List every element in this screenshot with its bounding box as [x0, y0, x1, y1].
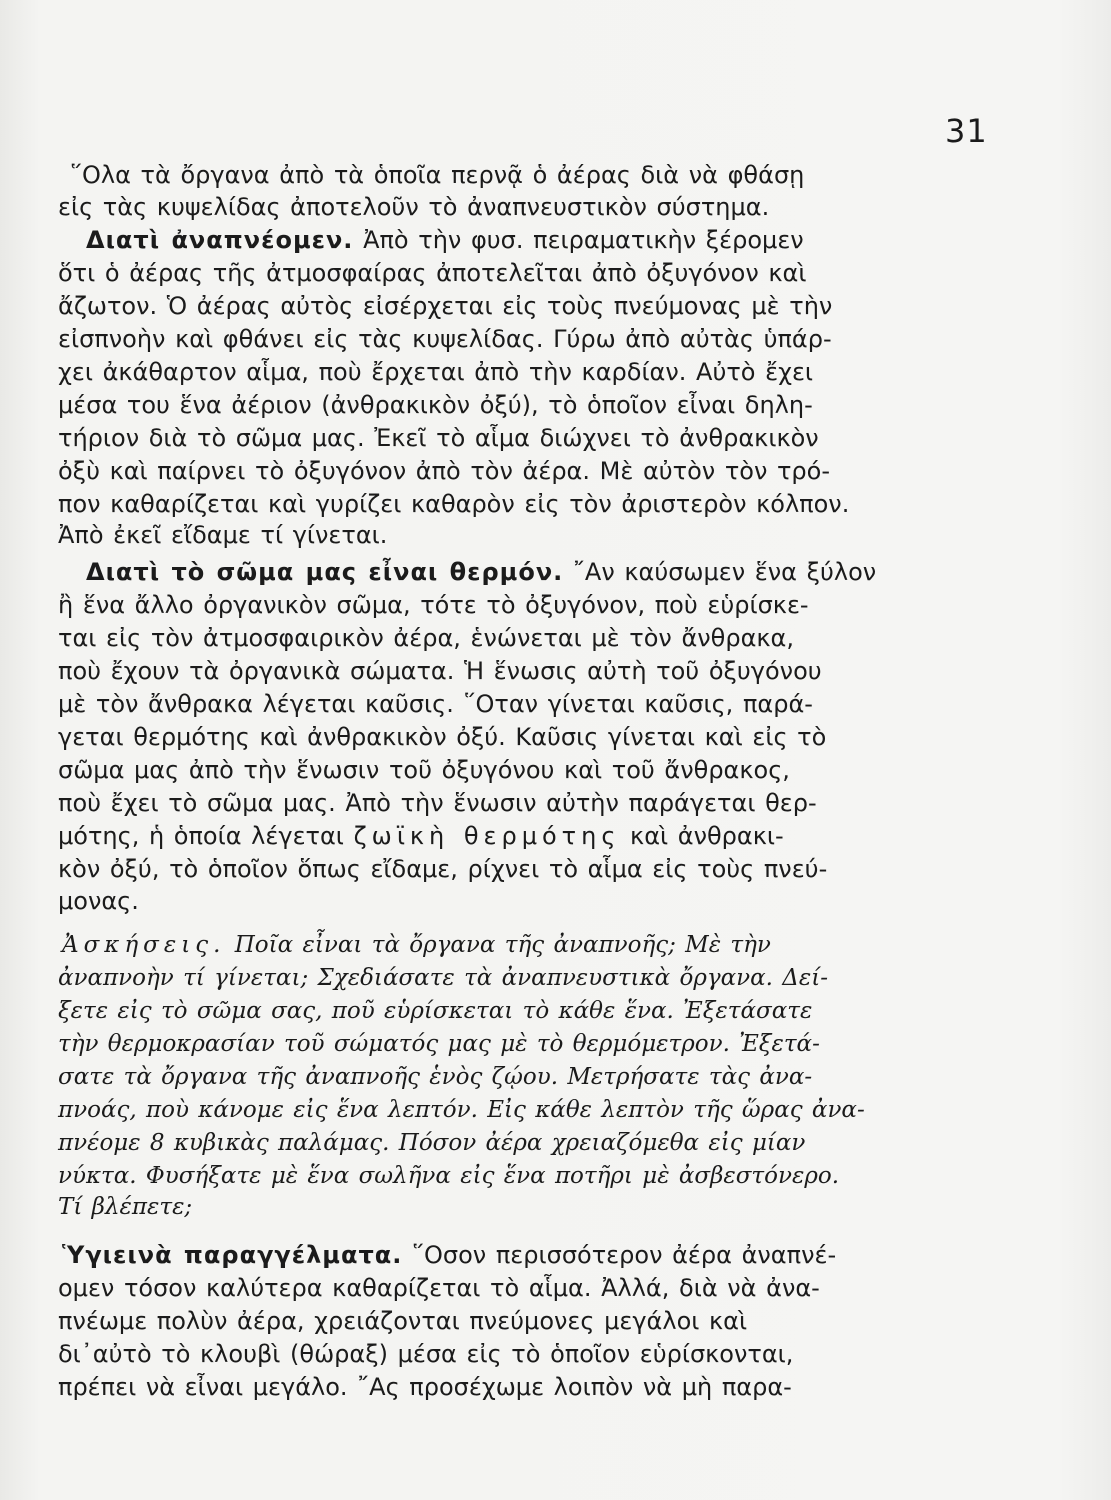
- text-line-content: Ἀπὸ τὴν φυσ. πειραματικὴν ξέρομεν: [353, 226, 804, 254]
- text-line: ἢ ἕνα ἄλλο ὀργανικὸν σῶμα, τότε τὸ ὀξυγόνον, ποὺ εὑρίσκε-: [58, 591, 809, 619]
- text-line: [86, 557, 1086, 587]
- exercise-text: Ποῖα εἶναι τὰ ὄργανα τῆς ἀναπνοῆς; Μὲ τὴν: [225, 932, 771, 958]
- text-line: κὸν ὀξύ, τὸ ὁποῖον ὅπως εἴδαμε, ρίχνει τὸ αἷμα εἰς τοὺς πνεύ-: [58, 855, 828, 883]
- text-line: [86, 225, 1086, 255]
- text-line-content: καὶ ἀνθρακι-: [620, 822, 784, 850]
- text-line: ομεν τόσον καλύτερα καθαρίζεται τὸ αἷμα. Ἀλλά, διὰ νὰ ἀνα-: [58, 1274, 820, 1302]
- text-line: Ἀπὸ ἐκεῖ εἴδαμε τί γίνεται.: [58, 521, 388, 549]
- exercise-line: πνέομε 8 κυβικὰς παλάμας. Πόσον ἀέρα χρειαζόμεθα εἰς μίαν: [58, 1130, 806, 1156]
- exercise-line: Τί βλέπετε;: [58, 1194, 193, 1220]
- text-line: ὅτι ὁ ἀέρας τῆς ἀτμοσφαίρας ἀποτελεῖται ἀπὸ ὀξυγόνον καὶ: [58, 259, 807, 287]
- text-line: μὲ τὸν ἄνθρακα λέγεται καῦσις. ῞Οταν γίνεται καῦσις, παρά-: [58, 690, 813, 718]
- exercise-line: σατε τὰ ὄργανα τῆς ἀναπνοῆς ἑνὸς ζῴου. Μετρήσατε τὰς ἀνα-: [58, 1064, 813, 1090]
- text-line: εἰς τὰς κυψελίδας ἀποτελοῦν τὸ ἀναπνευστικὸν σύστημα.: [58, 193, 770, 221]
- section-heading: Διατὶ τὸ σῶμα μας εἶναι θερμόν.: [86, 558, 564, 586]
- text-line: μέσα του ἕνα ἀέριον (ἀνθρακικὸν ὀξύ), τὸ ὁποῖον εἶναι δηλη-: [58, 391, 813, 419]
- text-line: πον καθαρίζεται καὶ γυρίζει καθαρὸν εἰς τὸν ἀριστερὸν κόλπον.: [58, 490, 850, 518]
- text-line: γεται θερμότης καὶ ἀνθρακικὸν ὀξύ. Καῦσις γίνεται καὶ εἰς τὸ: [58, 723, 827, 751]
- text-line: μονας.: [58, 887, 139, 915]
- text-line: [58, 821, 1058, 851]
- text-line: σῶμα μας ἀπὸ τὴν ἕνωσιν τοῦ ὀξυγόνου καὶ τοῦ ἄνθρακος,: [58, 756, 790, 784]
- exercise-line: ἀναπνοὴν τί γίνεται; Σχεδιάσατε τὰ ἀναπνευστικὰ ὄργανα. Δεί-: [58, 965, 829, 991]
- emphasized-term: ζωϊκὴ θερμότης: [353, 822, 621, 850]
- text-line: ἄζωτον. Ὁ ἀέρας αὐτὸς εἰσέρχεται εἰς τοὺς πνεύμονας μὲ τὴν: [58, 292, 833, 320]
- page-number: 31: [945, 112, 988, 150]
- text-line: πνέωμε πολὺν ἀέρα, χρειάζονται πνεύμονες μεγάλοι καὶ: [58, 1307, 748, 1335]
- exercise-label: Ἀσκήσεις.: [62, 932, 226, 958]
- exercise-line: [62, 930, 1062, 960]
- text-line: πρέπει νὰ εἶναι μεγάλο. ῎Ας προσέχωμε λοιπὸν νὰ μὴ παρα-: [58, 1373, 792, 1401]
- text-line: τήριον διὰ τὸ σῶμα μας. Ἐκεῖ τὸ αἷμα διώχνει τὸ ἀνθρακικὸν: [58, 424, 819, 452]
- exercise-line: ξετε εἰς τὸ σῶμα σας, ποῦ εὑρίσκεται τὸ κάθε ἕνα. Ἐξετάσατε: [58, 998, 813, 1024]
- text-line: ποὺ ἔχει τὸ σῶμα μας. Ἀπὸ τὴν ἕνωσιν αὐτὴν παράγεται θερ-: [58, 789, 817, 817]
- text-line-content: μότης, ἡ ὁποία λέγεται: [58, 822, 354, 850]
- text-line: [62, 1240, 1062, 1270]
- section-heading: Διατὶ ἀναπνέομεν.: [86, 226, 354, 254]
- text-line: χει ἀκάθαρτον αἷμα, ποὺ ἔρχεται ἀπὸ τὴν καρδίαν. Αὐτὸ ἔχει: [58, 358, 814, 386]
- text-line: εἰσπνοὴν καὶ φθάνει εἰς τὰς κυψελίδας. Γύρω ἀπὸ αὐτὰς ὑπάρ-: [58, 325, 832, 353]
- exercise-line: νύκτα. Φυσήξατε μὲ ἕνα σωλῆνα εἰς ἕνα ποτῆρι μὲ ἀσβεστόνερο.: [58, 1163, 840, 1189]
- text-line-content: ῞Οσον περισσότερον ἀέρα ἀναπνέ-: [402, 1241, 837, 1269]
- text-line: ῞Ολα τὰ ὄργανα ἀπὸ τὰ ὁποῖα περνᾷ ὁ ἀέρας διὰ νὰ φθάσῃ: [70, 161, 805, 189]
- text-line: ται εἰς τὸν ἀτμοσφαιρικὸν ἀέρα, ἑνώνεται μὲ τὸν ἄνθρακα,: [58, 624, 794, 652]
- text-line: δι᾽αὐτὸ τὸ κλουβὶ (θώραξ) μέσα εἰς τὸ ὁποῖον εὑρίσκονται,: [58, 1340, 794, 1368]
- text-line: ποὺ ἔχουν τὰ ὀργανικὰ σώματα. Ἡ ἕνωσις αὐτὴ τοῦ ὀξυγόνου: [58, 657, 822, 685]
- exercise-line: πνοάς, ποὺ κάνομε εἰς ἕνα λεπτόν. Εἰς κάθε λεπτὸν τῆς ὥρας ἀνα-: [58, 1097, 865, 1123]
- section-heading: Ὑγιεινὰ παραγγέλματα.: [62, 1241, 403, 1269]
- text-line: ὀξὺ καὶ παίρνει τὸ ὀξυγόνον ἀπὸ τὸν ἀέρα. Μὲ αὐτὸν τὸν τρό-: [58, 457, 831, 485]
- text-line-content: ῎Αν καύσωμεν ἕνα ξύλον: [563, 558, 877, 586]
- exercise-line: τὴν θερμοκρασίαν τοῦ σώματός μας μὲ τὸ θερμόμετρον. Ἐξετά-: [58, 1031, 820, 1057]
